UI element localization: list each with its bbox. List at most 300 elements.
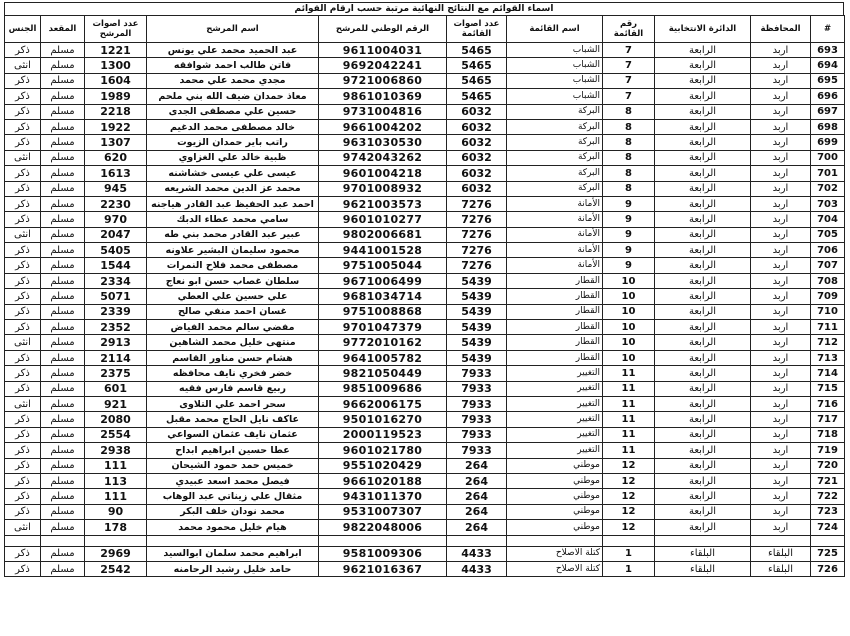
table-row [5,412,845,427]
cell-row-index: 726 [811,561,845,576]
cell-list-number: 11 [603,366,655,381]
cell-governorate: اربد [751,504,811,519]
cell-national-id: 9611004031 [319,43,447,58]
cell-district: الرابعة [655,289,751,304]
cell-row-index: 700 [811,150,845,165]
cell-national-id: 9751005044 [319,258,447,273]
cell-row-index: 718 [811,427,845,442]
cell-national-id: 9641005782 [319,350,447,365]
cell-gender: ذكر [5,320,41,335]
table-row [5,89,845,104]
cell-gender: ذكر [5,546,41,561]
cell-row-index: 724 [811,520,845,535]
cell-seat: مسلم [41,273,85,288]
cell-row-index: 715 [811,381,845,396]
cell-list-name: القطار [507,289,603,304]
cell-list-number: 8 [603,104,655,119]
cell-governorate: اربد [751,119,811,134]
cell-governorate: اربد [751,381,811,396]
cell-row-index: 701 [811,166,845,181]
cell-list-votes: 5465 [447,43,507,58]
cell-seat: مسلم [41,243,85,258]
cell-seat: مسلم [41,458,85,473]
cell-gender: ذكر [5,504,41,519]
cell-national-id: 9441001528 [319,243,447,258]
cell-list-name: التغيير [507,396,603,411]
cell-list-number: 8 [603,181,655,196]
cell-list-name: موطني [507,473,603,488]
cell-national-id: 9701008932 [319,181,447,196]
table-row [5,135,845,150]
cell-national-id: 9431011370 [319,489,447,504]
cell-gender: ذكر [5,458,41,473]
cell-list-votes: 5439 [447,289,507,304]
cell-seat: مسلم [41,350,85,365]
cell-national-id: 9731004816 [319,104,447,119]
cell-row-index: 721 [811,473,845,488]
cell-national-id: 9661020188 [319,473,447,488]
cell-list-name: موطني [507,458,603,473]
cell-list-name: الشباب [507,58,603,73]
cell-national-id: 9531007307 [319,504,447,519]
cell-candidate-name: غسان احمد منفي صالح [147,304,319,319]
cell-candidate-votes: 2913 [85,335,147,350]
cell-list-votes: 4433 [447,546,507,561]
cell-list-votes: 7276 [447,258,507,273]
cell-list-votes: 6032 [447,135,507,150]
cell-seat: مسلم [41,504,85,519]
cell-row-index: 712 [811,335,845,350]
results-table [4,15,845,577]
cell-list-name: القطار [507,350,603,365]
cell-district: الرابعة [655,150,751,165]
cell-gender: ذكر [5,350,41,365]
cell-seat: مسلم [41,412,85,427]
header-index: # [811,16,845,43]
cell-list-number: 1 [603,546,655,561]
cell-list-number: 12 [603,520,655,535]
cell-candidate-name: خميس حمد حمود الشيحان [147,458,319,473]
cell-list-name: موطني [507,504,603,519]
cell-candidate-votes: 2554 [85,427,147,442]
cell-candidate-votes: 2938 [85,443,147,458]
cell-list-name: كتلة الاصلاح [507,561,603,576]
cell-row-index: 704 [811,212,845,227]
cell-gender: ذكر [5,289,41,304]
cell-candidate-name: عثمان نايف عثمان السواعي [147,427,319,442]
cell-governorate: اربد [751,258,811,273]
cell-list-votes: 6032 [447,150,507,165]
cell-list-votes: 7933 [447,396,507,411]
cell-candidate-name: مثقال علي زيناتي عبد الوهاب [147,489,319,504]
cell-candidate-votes: 2375 [85,366,147,381]
cell-list-votes: 6032 [447,181,507,196]
cell-seat: مسلم [41,119,85,134]
cell-list-votes: 264 [447,458,507,473]
cell-gender: ذكر [5,196,41,211]
cell-row-index: 725 [811,546,845,561]
cell-gender: ذكر [5,561,41,576]
cell-list-name: الشباب [507,89,603,104]
cell-gender: انثى [5,396,41,411]
cell-list-votes: 5439 [447,335,507,350]
cell-candidate-name: مصطفى محمد فلاح النمرات [147,258,319,273]
cell-district: الرابعة [655,135,751,150]
cell-list-number: 10 [603,350,655,365]
cell-gender: ذكر [5,381,41,396]
cell-district: الرابعة [655,196,751,211]
cell-gender: انثى [5,58,41,73]
cell-row-index: 713 [811,350,845,365]
cell-candidate-name: راتب باير حمدان الزيوت [147,135,319,150]
cell-candidate-name: ربيع قاسم فارس فقيه [147,381,319,396]
cell-seat: مسلم [41,427,85,442]
table-row [5,520,845,535]
cell-seat: مسلم [41,561,85,576]
cell-governorate: اربد [751,350,811,365]
cell-list-number: 11 [603,412,655,427]
cell-list-votes: 5439 [447,304,507,319]
cell-district: الرابعة [655,212,751,227]
cell-list-votes: 7933 [447,427,507,442]
cell-list-name: كتلة الاصلاح [507,546,603,561]
cell-row-index: 708 [811,273,845,288]
header-seat: المقعد [41,16,85,43]
cell-national-id: 9721006860 [319,73,447,88]
table-row [5,181,845,196]
cell-gender: ذكر [5,43,41,58]
cell-candidate-name: خالد مصطفى محمد الدغيم [147,119,319,134]
cell-gender: ذكر [5,243,41,258]
cell-candidate-name: ظبية خالد علي الغزاوي [147,150,319,165]
cell-governorate: اربد [751,320,811,335]
cell-list-name: البركة [507,104,603,119]
cell-row-index: 698 [811,119,845,134]
cell-row-index: 697 [811,104,845,119]
cell-list-name: موطني [507,489,603,504]
table-row [5,546,845,561]
table-row [5,396,845,411]
cell-district: الرابعة [655,43,751,58]
cell-district: الرابعة [655,304,751,319]
cell-candidate-name: عيسى علي عيسى خشاشنه [147,166,319,181]
cell-row-index: 717 [811,412,845,427]
cell-national-id: 9631030530 [319,135,447,150]
cell-candidate-name: محمد عز الدين محمد الشريعه [147,181,319,196]
cell-list-votes: 264 [447,504,507,519]
cell-seat: مسلم [41,104,85,119]
cell-row-index: 716 [811,396,845,411]
table-row [5,320,845,335]
table-row [5,504,845,519]
cell-list-votes: 5439 [447,320,507,335]
cell-gender: انثى [5,520,41,535]
cell-seat: مسلم [41,227,85,242]
cell-national-id: 9751008868 [319,304,447,319]
cell-national-id: 9601021780 [319,443,447,458]
cell-list-number: 8 [603,135,655,150]
table-row [5,561,845,576]
cell-gender: ذكر [5,304,41,319]
cell-list-number: 12 [603,504,655,519]
cell-district: الرابعة [655,504,751,519]
cell-list-name: الأمانة [507,196,603,211]
table-row [5,150,845,165]
cell-governorate: اربد [751,412,811,427]
cell-candidate-name: منتهى خليل محمد الشاهين [147,335,319,350]
cell-district: الرابعة [655,473,751,488]
cell-list-votes: 5465 [447,58,507,73]
cell-list-votes: 7933 [447,412,507,427]
cell-list-votes: 7933 [447,381,507,396]
cell-candidate-votes: 1922 [85,119,147,134]
cell-district: الرابعة [655,258,751,273]
results-body [5,43,845,536]
cell-list-number: 12 [603,458,655,473]
cell-seat: مسلم [41,135,85,150]
cell-list-votes: 264 [447,520,507,535]
cell-list-votes: 7276 [447,227,507,242]
table-row [5,273,845,288]
cell-list-votes: 6032 [447,119,507,134]
cell-list-number: 10 [603,289,655,304]
cell-district: الرابعة [655,73,751,88]
cell-list-number: 11 [603,381,655,396]
results-body-balqa [5,546,845,577]
cell-list-votes: 7933 [447,443,507,458]
cell-list-number: 8 [603,150,655,165]
cell-district: الرابعة [655,366,751,381]
header-candidate-votes: عدد اصوات المرشح [85,16,147,43]
cell-seat: مسلم [41,443,85,458]
header-list-votes: عدد اصوات القائمة [447,16,507,43]
cell-candidate-votes: 601 [85,381,147,396]
cell-district: الرابعة [655,381,751,396]
cell-governorate: اربد [751,443,811,458]
cell-national-id: 9742043262 [319,150,447,165]
cell-candidate-name: فيصل محمد اسعد عبيدي [147,473,319,488]
cell-candidate-votes: 970 [85,212,147,227]
cell-candidate-name: احمد عبد الحفيظ عبد القادر هياجنه [147,196,319,211]
cell-row-index: 706 [811,243,845,258]
cell-row-index: 709 [811,289,845,304]
cell-list-votes: 264 [447,489,507,504]
cell-row-index: 693 [811,43,845,58]
cell-candidate-name: فاتن طالب احمد شوافقه [147,58,319,73]
cell-seat: مسلم [41,166,85,181]
document-title: اسماء القوائم مع النتائج النهائية مرتبة حسب ارقام القوائم [4,2,844,15]
cell-list-name: الشباب [507,43,603,58]
table-row [5,350,845,365]
cell-governorate: اربد [751,196,811,211]
cell-candidate-name: ابراهيم محمد سلمان ابوالسيد [147,546,319,561]
cell-governorate: البلقاء [751,561,811,576]
cell-list-name: البركة [507,150,603,165]
cell-candidate-votes: 1300 [85,58,147,73]
cell-list-name: موطني [507,520,603,535]
cell-district: الرابعة [655,181,751,196]
cell-list-votes: 5439 [447,273,507,288]
cell-governorate: اربد [751,427,811,442]
cell-district: الرابعة [655,350,751,365]
cell-list-number: 8 [603,119,655,134]
cell-seat: مسلم [41,258,85,273]
cell-row-index: 702 [811,181,845,196]
cell-district: الرابعة [655,396,751,411]
cell-candidate-votes: 2339 [85,304,147,319]
cell-national-id: 9581009306 [319,546,447,561]
cell-list-name: الأمانة [507,227,603,242]
cell-gender: انثى [5,150,41,165]
cell-candidate-votes: 1544 [85,258,147,273]
cell-row-index: 719 [811,443,845,458]
cell-national-id: 9601004218 [319,166,447,181]
cell-candidate-votes: 2352 [85,320,147,335]
cell-candidate-votes: 945 [85,181,147,196]
cell-governorate: اربد [751,150,811,165]
cell-candidate-votes: 2080 [85,412,147,427]
cell-candidate-name: هيام خليل محمود محمد [147,520,319,535]
cell-national-id: 2000119523 [319,427,447,442]
cell-candidate-name: محمود سليمان البشير علاونه [147,243,319,258]
header-national-id: الرقم الوطني للمرشح [319,16,447,43]
cell-row-index: 703 [811,196,845,211]
cell-governorate: اربد [751,335,811,350]
cell-gender: ذكر [5,427,41,442]
cell-district: الرابعة [655,89,751,104]
cell-candidate-votes: 111 [85,458,147,473]
table-row [5,212,845,227]
cell-list-number: 7 [603,89,655,104]
spacer-body [5,535,845,546]
cell-gender: ذكر [5,366,41,381]
cell-district: الرابعة [655,412,751,427]
cell-candidate-votes: 1613 [85,166,147,181]
table-row [5,427,845,442]
cell-governorate: اربد [751,489,811,504]
cell-candidate-name: محمد نودان خلف البكر [147,504,319,519]
header-governorate: المحافظة [751,16,811,43]
cell-district: الرابعة [655,227,751,242]
cell-candidate-name: عبير عبد القادر محمد بني طه [147,227,319,242]
header-list-number: رقم القائمة [603,16,655,43]
cell-seat: مسلم [41,366,85,381]
cell-seat: مسلم [41,89,85,104]
cell-candidate-votes: 178 [85,520,147,535]
cell-governorate: اربد [751,458,811,473]
cell-list-name: الأمانة [507,212,603,227]
cell-national-id: 9851009686 [319,381,447,396]
cell-list-name: البركة [507,181,603,196]
table-row [5,73,845,88]
cell-candidate-votes: 1989 [85,89,147,104]
cell-governorate: اربد [751,58,811,73]
table-row [5,227,845,242]
cell-candidate-votes: 2114 [85,350,147,365]
cell-seat: مسلم [41,150,85,165]
cell-candidate-votes: 2542 [85,561,147,576]
table-row [5,119,845,134]
cell-candidate-votes: 2230 [85,196,147,211]
cell-seat: مسلم [41,520,85,535]
cell-list-number: 10 [603,320,655,335]
header-gender: الجنس [5,16,41,43]
cell-list-name: الأمانة [507,258,603,273]
cell-governorate: اربد [751,104,811,119]
header-candidate-name: اسم المرشح [147,16,319,43]
cell-seat: مسلم [41,73,85,88]
cell-governorate: اربد [751,227,811,242]
cell-gender: ذكر [5,181,41,196]
table-row [5,304,845,319]
cell-seat: مسلم [41,289,85,304]
cell-gender: ذكر [5,104,41,119]
cell-list-votes: 7276 [447,196,507,211]
cell-candidate-votes: 113 [85,473,147,488]
cell-list-number: 9 [603,212,655,227]
cell-list-number: 9 [603,227,655,242]
cell-candidate-votes: 1604 [85,73,147,88]
cell-list-votes: 7276 [447,212,507,227]
cell-row-index: 710 [811,304,845,319]
cell-seat: مسلم [41,212,85,227]
cell-row-index: 705 [811,227,845,242]
table-row [5,58,845,73]
cell-seat: مسلم [41,43,85,58]
cell-district: الرابعة [655,427,751,442]
cell-candidate-name: حامد خليل رشيد الرحامنه [147,561,319,576]
cell-list-name: الأمانة [507,243,603,258]
cell-governorate: اربد [751,135,811,150]
cell-candidate-name: سلطان غصاب حسن ابو نعاج [147,273,319,288]
cell-national-id: 9681034714 [319,289,447,304]
table-row [5,473,845,488]
cell-governorate: البلقاء [751,546,811,561]
cell-governorate: اربد [751,366,811,381]
cell-district: الرابعة [655,443,751,458]
cell-candidate-votes: 90 [85,504,147,519]
cell-list-number: 1 [603,561,655,576]
cell-governorate: اربد [751,243,811,258]
cell-row-index: 696 [811,89,845,104]
cell-governorate: اربد [751,89,811,104]
cell-gender: ذكر [5,473,41,488]
cell-governorate: اربد [751,166,811,181]
cell-district: الرابعة [655,520,751,535]
cell-row-index: 714 [811,366,845,381]
cell-list-name: البركة [507,135,603,150]
table-row [5,443,845,458]
cell-list-number: 9 [603,196,655,211]
cell-candidate-votes: 5071 [85,289,147,304]
cell-national-id: 9802006681 [319,227,447,242]
cell-list-number: 7 [603,73,655,88]
cell-gender: ذكر [5,489,41,504]
cell-list-name: القطار [507,273,603,288]
cell-candidate-votes: 921 [85,396,147,411]
cell-gender: ذكر [5,412,41,427]
spacer-row [5,535,845,546]
header-district: الدائرة الانتخابية [655,16,751,43]
cell-governorate: اربد [751,304,811,319]
cell-list-votes: 264 [447,473,507,488]
results-document [2,2,848,632]
cell-row-index: 711 [811,320,845,335]
cell-list-number: 9 [603,258,655,273]
cell-row-index: 707 [811,258,845,273]
cell-gender: ذكر [5,73,41,88]
cell-seat: مسلم [41,546,85,561]
